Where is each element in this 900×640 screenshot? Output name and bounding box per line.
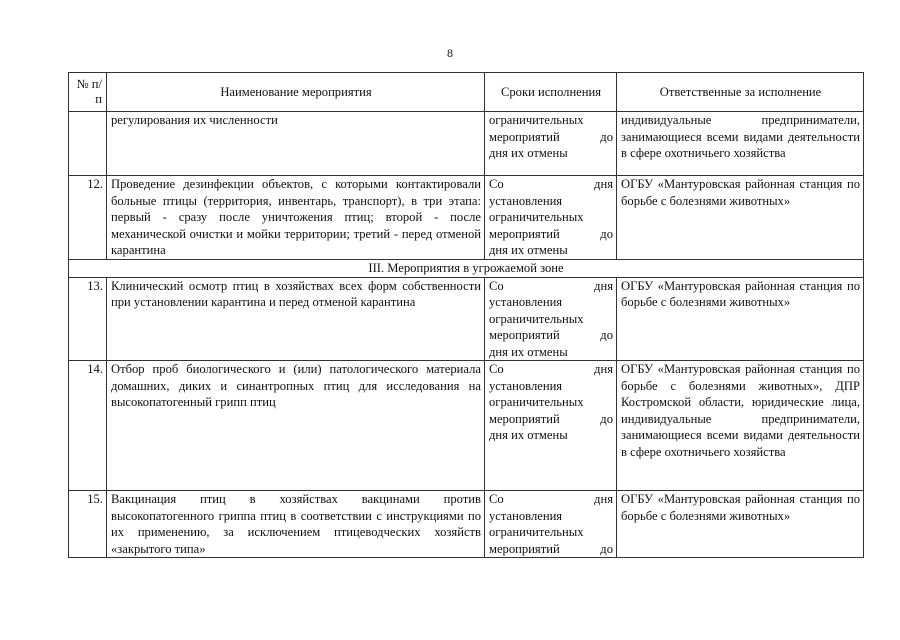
term-line: ограничительных [489,113,584,127]
term-line: Со дня [489,278,613,293]
term-line: дня их отмены [489,428,568,442]
page-number: 8 [447,46,453,60]
row-term [485,361,617,491]
header-term: Сроки исполнения [485,73,617,112]
term-line: установления [489,193,563,208]
measures-table [68,72,864,558]
row-term [485,112,617,176]
row-name: Проведение дезинфекции объектов, с которыми контактировали больные птицы (территория, инвентарь, транспорт), в три этапа: первый - сразу после уничтожения птиц; второй - после механической очистки и мойки территории; третий - перед отменой карантина [107,176,485,260]
row-name: Клинический осмотр птиц в хозяйствах всех форм собственности при установлении карантина и перед отменой карантина [107,277,485,361]
row-num: 14. [69,361,107,491]
table-row [69,277,864,361]
row-responsible: ОГБУ «Мантуровская районная станция по борьбе с болезнями животных» [617,277,864,361]
table-header-row [69,73,864,112]
header-name: Наименование мероприятия [107,73,485,112]
term-line: Со дня [489,492,613,506]
row-term [485,176,617,260]
section-row [69,259,864,277]
term-line: ограничительных [489,525,584,539]
row-num: 13. [69,277,107,361]
term-line: мероприятий до [489,129,613,144]
row-term [485,491,617,558]
row-responsible: ОГБУ «Мантуровская районная станция по борьбе с болезнями животных» [617,491,864,558]
table-row [69,361,864,491]
header-num: № п/п [69,73,107,112]
row-name: Вакцинация птиц в хозяйствах вакцинами против высокопатогенного гриппа птиц в соответствии с инструкциями по их применению, за исключением птицеводческих хозяйств «закрытого типа» [107,491,485,558]
term-line: дня их отмены [489,344,568,359]
header-responsible: Ответственные за исполнение [617,73,864,112]
table-row [69,491,864,558]
row-responsible: ОГБУ «Мантуровская районная станция по борьбе с болезнями животных» [617,176,864,260]
term-line: мероприятий до [489,541,613,556]
term-line: ограничительных [489,210,584,224]
row-num [69,112,107,176]
term-line: ограничительных [489,395,584,409]
row-responsible: индивидуальные предприниматели, занимающиеся всеми видами деятельности в сфере охотничьего хозяйства [617,112,864,176]
table-row [69,112,864,176]
term-line: установления [489,295,563,309]
term-line: дня их отмены [489,243,568,257]
term-line: установления [489,378,563,393]
row-num: 15. [69,491,107,558]
term-line: Со дня [489,177,613,191]
section-title: III. Мероприятия в угрожаемой зоне [69,259,864,277]
row-num: 12. [69,176,107,260]
row-name: Отбор проб биологического и (или) патологического материала домашних, диких и синантропных птиц для исследования на высокопатогенный грипп птиц [107,361,485,491]
row-term [485,277,617,361]
term-line: мероприятий до [489,226,613,241]
table-row [69,176,864,260]
term-line: ограничительных [489,311,584,326]
term-line: дня их отмены [489,146,568,160]
term-line: мероприятий до [489,328,613,342]
row-responsible: ОГБУ «Мантуровская районная станция по борьбе с болезнями животных», ДПР Костромской области, юридические лица, индивидуальные предприниматели, занимающиеся всеми видами деятельности в сфере охотничьего хозяйства [617,361,864,491]
term-line: установления [489,508,563,523]
term-line: Со дня [489,362,613,376]
row-name: регулирования их численности [107,112,485,176]
term-line: мероприятий до [489,411,613,426]
